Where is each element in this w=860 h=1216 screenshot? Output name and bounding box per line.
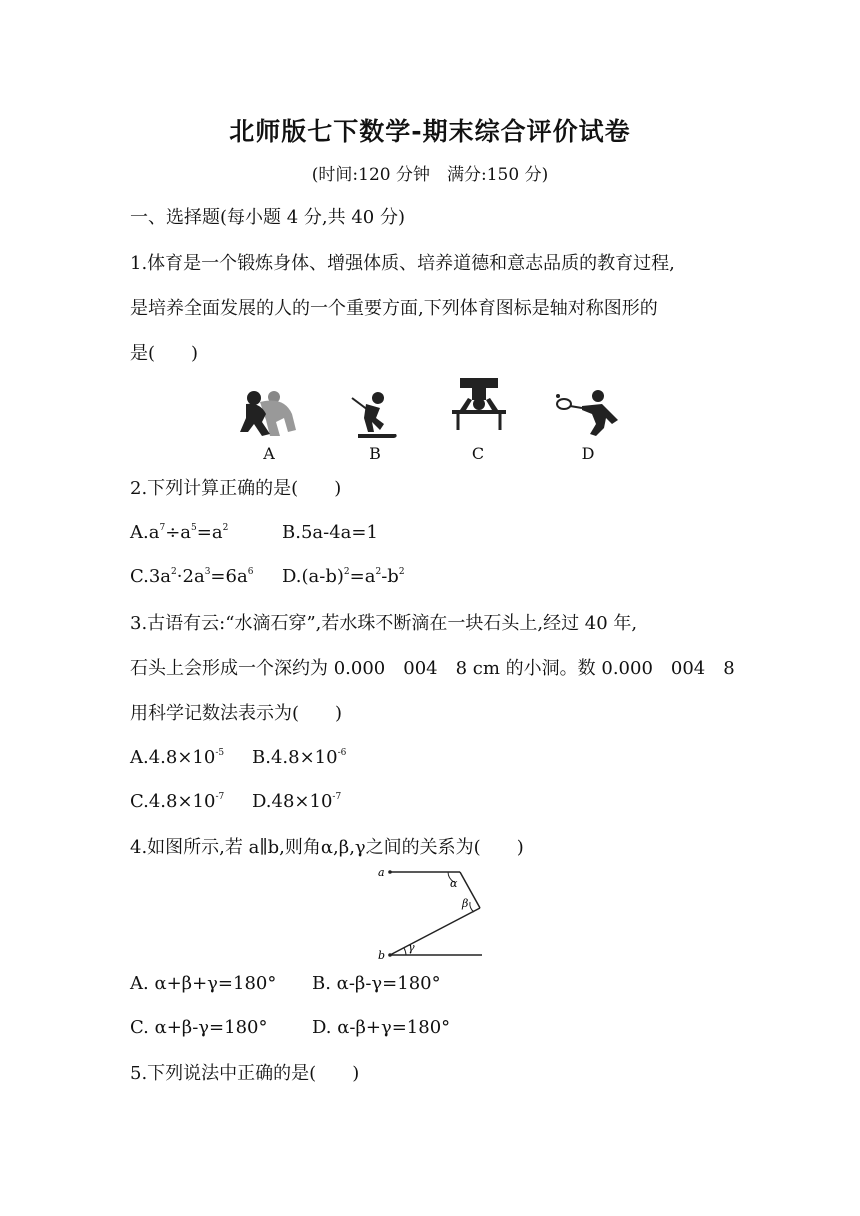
q4-option-d: D. α-β+γ=180° bbox=[312, 1017, 451, 1038]
gymnastics-icon bbox=[450, 376, 508, 432]
q4-option-b: B. α-β-γ=180° bbox=[312, 973, 441, 994]
q3-option-b: $B.4.8\times 10^{-6}$ bbox=[252, 747, 347, 768]
option-label-b: B bbox=[369, 444, 381, 463]
q3-option-c: $C.4.8\times 10^{-7}$ bbox=[130, 791, 225, 812]
q3-stem-line1: 3.古语有云:“水滴石穿”,若水珠不断滴在一块石头上,经过 40 年, bbox=[130, 613, 638, 634]
page-title: 北师版七下数学-期末综合评价试卷 bbox=[229, 117, 631, 146]
q3-stem-line3: 用科学记数法表示为( ) bbox=[130, 703, 343, 724]
alpha-label: α bbox=[450, 877, 458, 890]
q1-stem-line1: 1.体育是一个锻炼身体、增强体质、培养道德和意志品质的教育过程, bbox=[130, 253, 675, 274]
wrestling-icon bbox=[236, 388, 302, 440]
badminton-icon bbox=[552, 388, 624, 438]
line-b-label: b bbox=[378, 949, 386, 962]
q4-option-a: A. α+β+γ=180° bbox=[130, 973, 277, 994]
q2-option-c: $C.3a^2\cdot 2a^3=6a^6$ bbox=[130, 566, 254, 587]
q3-stem-line2: 石头上会形成一个深约为 0.000 004 8 cm 的小洞。数 0.000 004 8 bbox=[130, 658, 735, 679]
q1-stem-line3: 是( ) bbox=[130, 343, 199, 364]
q3-option-a: $A.4.8\times 10^{-5}$ bbox=[130, 747, 225, 768]
q3-option-d: $D.48\times 10^{-7}$ bbox=[252, 791, 342, 812]
section-heading: 一、选择题(每小题 4 分,共 40 分) bbox=[130, 207, 406, 228]
q2-stem: 2.下列计算正确的是( ) bbox=[130, 478, 342, 499]
option-label-d: D bbox=[581, 444, 595, 463]
skiing-icon bbox=[346, 390, 400, 442]
q2-option-a: $A.a^7\div a^5=a^2$ bbox=[130, 522, 229, 543]
option-label-c: C bbox=[471, 444, 485, 463]
q1-stem-line2: 是培养全面发展的人的一个重要方面,下列体育图标是轴对称图形的 bbox=[130, 298, 658, 319]
parallel-lines-figure bbox=[370, 862, 490, 962]
q2-option-b: B.5a-4a=1 bbox=[282, 522, 378, 543]
q4-stem: 4.如图所示,若 a∥b,则角α,β,γ之间的关系为( ) bbox=[130, 837, 524, 858]
option-label-a: A bbox=[263, 444, 275, 463]
q4-option-c: C. α+β-γ=180° bbox=[130, 1017, 268, 1038]
beta-label: β bbox=[462, 897, 469, 910]
line-a-label: a bbox=[378, 866, 385, 879]
q2-option-d: $D.(a-b)^2=a^2-b^2$ bbox=[282, 566, 405, 587]
exam-info: (时间:120 分钟 满分:150 分) bbox=[311, 165, 549, 185]
q5-stem: 5.下列说法中正确的是( ) bbox=[130, 1063, 360, 1084]
gamma-label: γ bbox=[408, 941, 415, 954]
